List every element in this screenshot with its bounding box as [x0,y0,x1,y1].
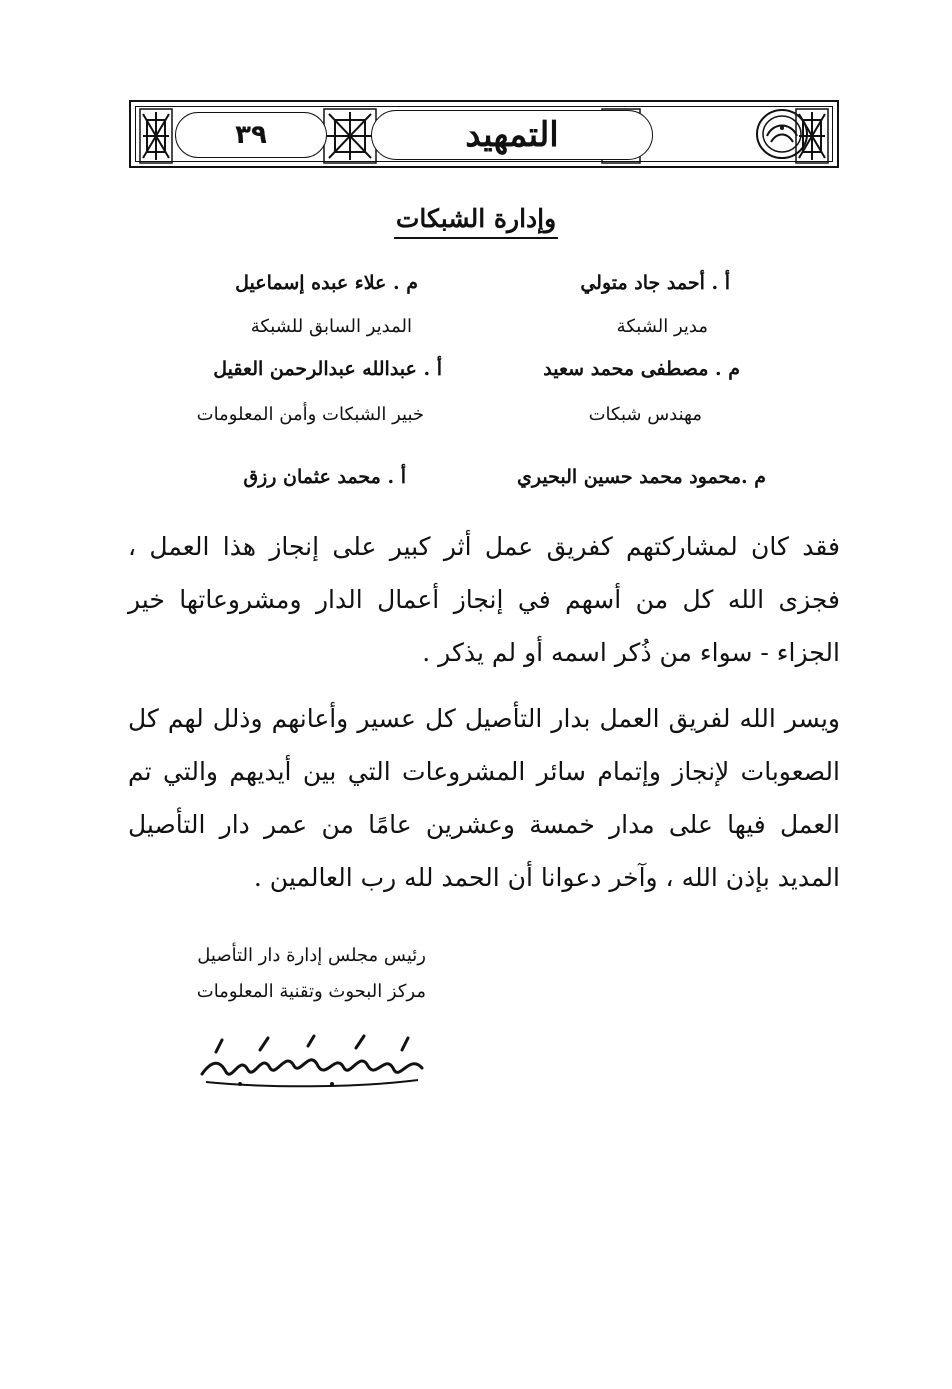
person-name: م .محمود محمد حسين البحيري [517,466,766,488]
signatory-title: رئيس مجلس إدارة دار التأصيل [197,945,426,966]
person-role: مدير الشبكة [616,316,708,337]
page-header [129,100,839,168]
book-seal-icon [755,108,809,160]
person-name: م . علاء عبده إسماعيل [235,272,418,294]
page-number: ٣٩ [235,120,267,150]
section-title [0,204,952,233]
signature-block [197,938,426,1010]
signatory-organization: مركز البحوث وتقنية المعلومات [196,981,426,1002]
person-name: م . مصطفى محمد سعيد [543,358,740,380]
page-title: التمهيد [465,115,559,155]
person-role: مهندس شبكات [588,404,702,425]
page-number-cartouche [175,112,327,158]
title-cartouche [371,110,653,160]
person-role: خبير الشبكات وأمن المعلومات [196,404,424,425]
handwritten-signature [196,1030,428,1090]
section-title-text: وإدارة الشبكات [394,204,558,239]
body-paragraph: فقد كان لمشاركتهم كفريق عمل أثر كبير على إنجاز هذا العمل ، فجزى الله كل من أسهم في إنجاز أعمال الدار ومشروعاتها خير الجزاء - سواء من ذُكر اسمه أو لم يذكر . [128,532,840,667]
person-name: أ . أحمد جاد متولي [580,272,730,294]
person-name: أ . عبدالله عبدالرحمن العقيل [213,358,442,380]
ornament-pattern-icon [139,108,173,164]
person-name: أ . محمد عثمان رزق [243,466,406,488]
person-role: المدير السابق للشبكة [250,316,412,337]
body-paragraph: ويسر الله لفريق العمل بدار التأصيل كل عسير وأعانهم وذلل لهم كل الصعوبات لإنجاز وإتمام سائر المشروعات التي بين أيديهم والتي تم العمل فيها على مدار خمسة وعشرين عامًا من عمر دار التأصيل المديد بإذن الله ، وآخر دعوانا أن الحمد لله رب العالمين . [128,704,840,892]
ornament-pattern-icon [323,108,377,164]
